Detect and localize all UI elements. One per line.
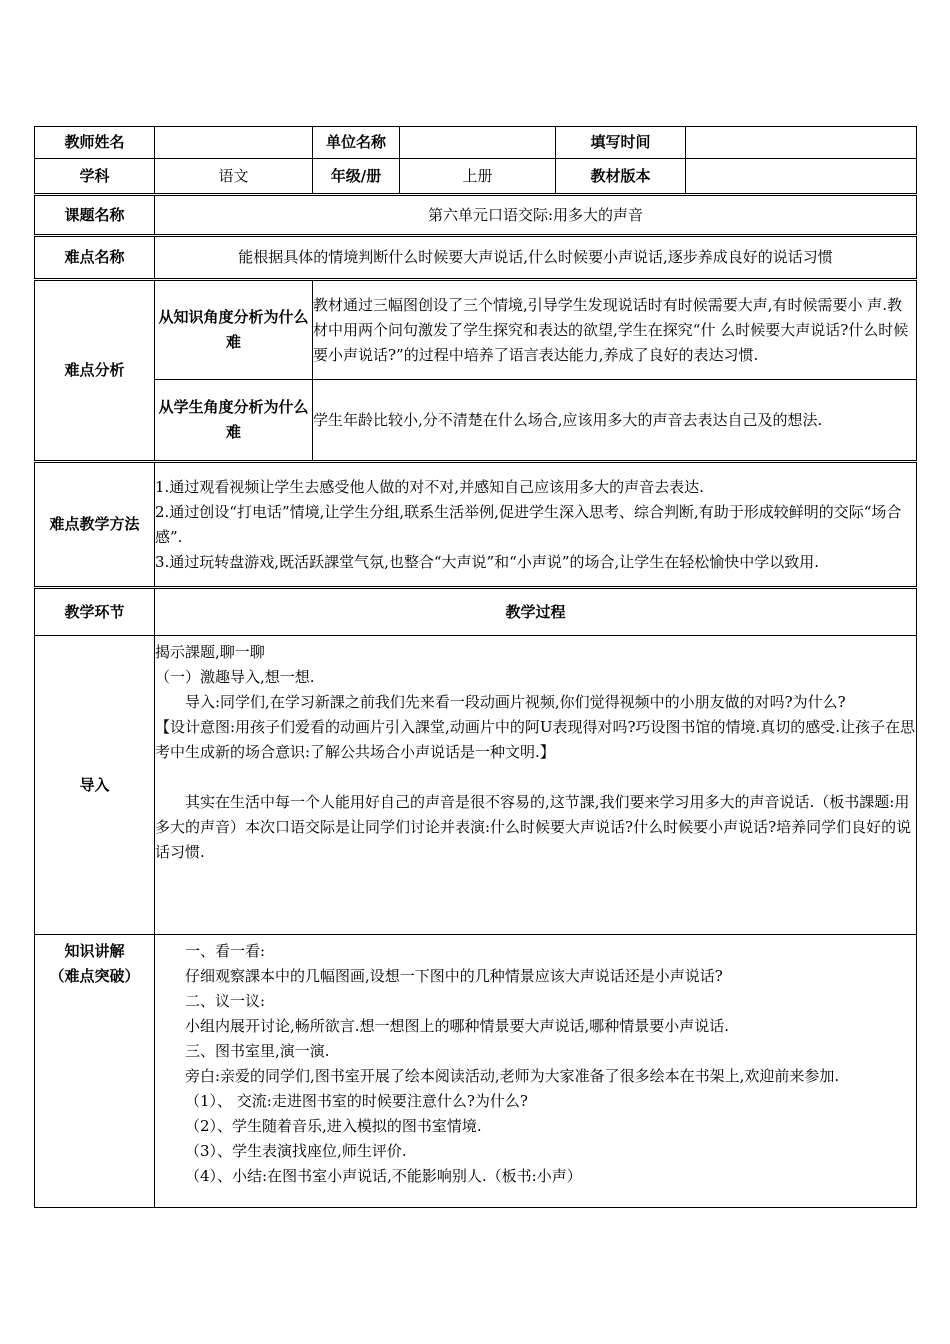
- method-row: [35, 462, 917, 588]
- knowledge-label: [35, 935, 155, 1208]
- knowledge-label-line2: （难点突破）: [49, 967, 140, 985]
- header-row-2: [35, 159, 917, 195]
- student-angle-text: 学生年龄比较小,分不清楚在什么场合,应该用多大的声音去表达自己及的想法.: [313, 380, 917, 462]
- knowledge-line: 旁白:亲爱的同学们,图书室开展了绘本阅读活动,老师为大家准备了很多绘本在书架上,欢迎前来参加.: [185, 1067, 840, 1085]
- knowledge-content: [155, 935, 917, 1208]
- knowledge-line: 三、图书室里,演一演.: [185, 1042, 330, 1060]
- analysis-row-knowledge: [35, 280, 917, 380]
- intro-row: [35, 636, 917, 935]
- knowledge-line: 一、看一看:: [185, 942, 266, 960]
- intro-line: 导入:同学们,在学习新課之前我们先来看一段动画片视频,你们觉得视频中的小朋友做的对吗?为什么?: [185, 693, 846, 711]
- knowledge-row: [35, 935, 917, 1208]
- knowledge-line: 小组内展开讨论,畅所欲言.想一想图上的哪种情景要大声说话,哪种情景要小声说话.: [185, 1017, 730, 1035]
- edition-value: [686, 159, 917, 195]
- knowledge-line: （2）、学生随着音乐,进入模拟的图书室情境.: [185, 1117, 482, 1135]
- unit-value: [400, 127, 556, 159]
- difficulty-value: 能根据具体的情境判断什么时候要大声说话,什么时候要小声说话,逐步养成良好的说话习惯: [155, 236, 917, 280]
- topic-value: 第六单元口语交际:用多大的声音: [155, 195, 917, 236]
- unit-label: 单位名称: [313, 127, 400, 159]
- intro-line: 【设计意图:用孩子们爱看的动画片引入課堂,动画片中的阿U表现得对吗?巧设图书馆的情境.真切的感受.让孩子在思考中生成新的场合意识:了解公共场合小声说话是一种文明.】: [155, 718, 916, 761]
- subject-label: 学科: [35, 159, 155, 195]
- teacher-name-label: 教师姓名: [35, 127, 155, 159]
- intro-content: [155, 636, 917, 935]
- edition-label: 教材版本: [556, 159, 686, 195]
- knowledge-line: （4）、小结:在图书室小声说话,不能影响别人.（板书:小声）: [185, 1167, 582, 1185]
- subject-value: 语文: [155, 159, 313, 195]
- intro-line: 其实在生活中每一个人能用好自己的声音是很不容易的,这节課,我们要来学习用多大的声音说话.（板书課题:用多大的声音）本次口语交际是让同学们讨论并表演:什么时候要大声说话?什么时候要小声说话?培养同学们良好的说话习惯.: [155, 793, 912, 861]
- method-content: [155, 462, 917, 588]
- intro-line: （一）激趣导入,想一想.: [155, 668, 315, 686]
- method-label: 难点教学方法: [35, 462, 155, 588]
- knowledge-angle-text: 教材通过三幅图创设了三个情境,引导学生发现说话时有时候需要大声,有时候需要小 声.教材中用两个问句激发了学生探究和表达的欲望,学生在探究“什 么时候要大声说话?什么时候要小声说话?”的过程中培养了语言表达能力,养成了良好的表达习惯.: [313, 280, 917, 380]
- knowledge-line: （1）、 交流:走进图书室的时候要注意什么?为什么?: [185, 1092, 528, 1110]
- header-row-1: [35, 127, 917, 159]
- method-item: 1.通过观看视频让学生去感受他人做的对不对,并感知自己应该用多大的声音去表达.: [155, 477, 704, 496]
- process-header-row: [35, 588, 917, 636]
- knowledge-line: 仔细观察課本中的几幅图画,设想一下图中的几种情景应该大声说话还是小声说话?: [185, 967, 723, 985]
- intro-label: 导入: [35, 636, 155, 935]
- topic-label: 课题名称: [35, 195, 155, 236]
- student-angle-label: 从学生角度分析为什么难: [155, 380, 313, 462]
- grade-label: 年级/册: [313, 159, 400, 195]
- stage-header: 教学环节: [35, 588, 155, 636]
- analysis-row-student: [35, 380, 917, 462]
- knowledge-label-line1: 知识讲解: [64, 942, 125, 960]
- method-item: 2.通过创设“打电话”情境,让学生分组,联系生活举例,促进学生深入思考、综合判断,有助于形成较鲜明的交际“场合感”.: [155, 502, 902, 546]
- topic-row: [35, 195, 917, 236]
- teacher-name-value: [155, 127, 313, 159]
- date-label: 填写时间: [556, 127, 686, 159]
- process-header: 教学过程: [155, 588, 917, 636]
- knowledge-line: （3）、学生表演找座位,师生评价.: [185, 1142, 407, 1160]
- knowledge-angle-label: 从知识角度分析为什么难: [155, 280, 313, 380]
- intro-line: 揭示課题,聊一聊: [155, 643, 265, 661]
- difficulty-label: 难点名称: [35, 236, 155, 280]
- lesson-plan-table: [34, 126, 917, 1208]
- knowledge-line: 二、议一议:: [185, 992, 266, 1010]
- difficulty-row: [35, 236, 917, 280]
- grade-value: 上册: [400, 159, 556, 195]
- method-item: 3.通过玩转盘游戏,既活跃課堂气氛,也整合“大声说”和“小声说”的场合,让学生在轻松愉快中学以致用.: [155, 552, 820, 571]
- analysis-label: 难点分析: [35, 280, 155, 462]
- date-value: [686, 127, 917, 159]
